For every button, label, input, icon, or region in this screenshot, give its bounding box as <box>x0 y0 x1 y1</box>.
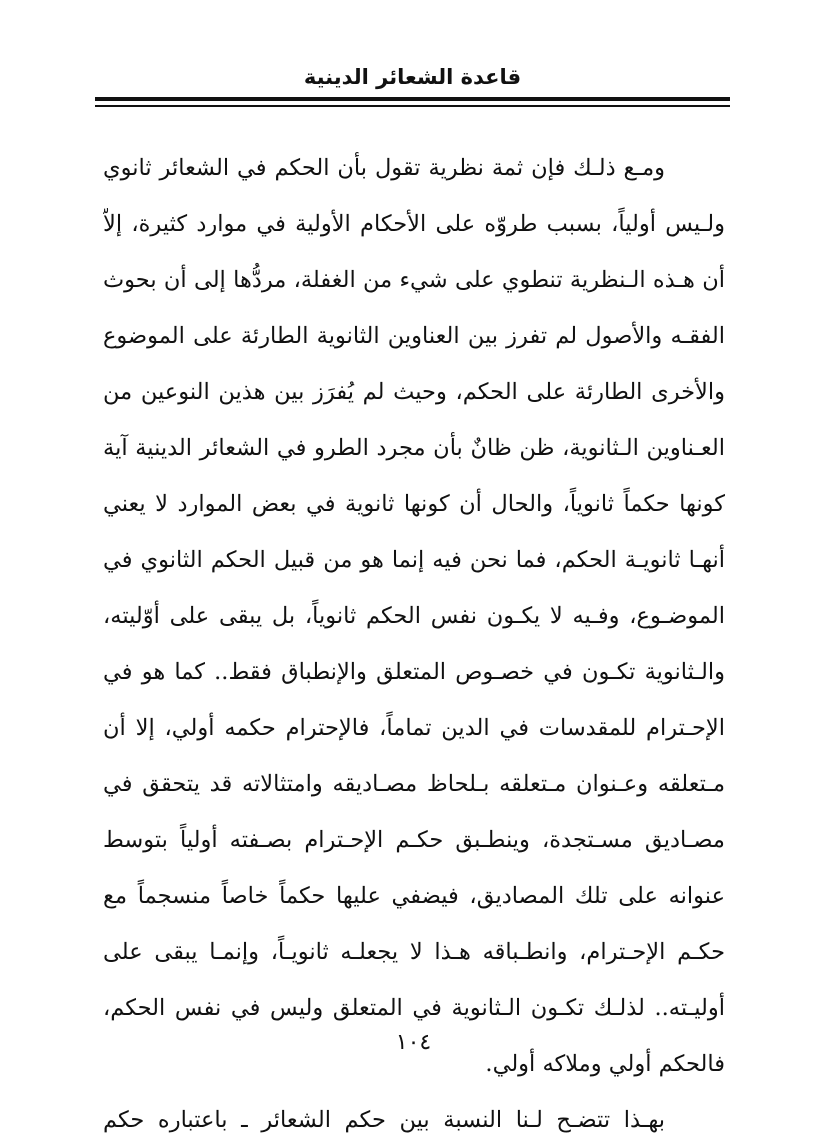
text-line: كونها حكماً ثانوياً، والحال أن كونها ثانوية في بعض الموارد لا يعني <box>103 491 725 517</box>
body-text <box>103 140 725 1148</box>
running-header-title: قاعدة الشعائر الدينية <box>303 65 522 89</box>
text-line: ولـيس أولياً، بسبب طروّه على الأحكام الأولية في موارد كثيرة، إلاّ <box>103 211 725 237</box>
text-line: الموضـوع، وفـيه لا يكـون نفس الحكم ثانوياً، بل يبقى على أوّليته، <box>103 603 725 629</box>
page-number: ١٠٤ <box>395 1030 432 1055</box>
text-line: حكـم الإحـترام، وانطـباقه هـذا لا يجعلـه ثانويـاً، وإنمـا يبقى على <box>103 939 725 965</box>
text-line: عنوانه على تلك المصاديق، فيضفي عليها حكماً خاصاً منسجماً مع <box>103 883 725 909</box>
text-line: الإحـترام للمقدسات في الدين تماماً، فالإحترام حكمه أولي، إلا أن <box>103 715 725 741</box>
text-line: ومـع ذلـك فإن ثمة نظرية تقول بأن الحكم في الشعائر ثانوي <box>103 155 665 181</box>
paragraph-end-line: فالحكم أولي وملاكه أولي. <box>485 1051 725 1077</box>
text-line: بهـذا تتضـح لـنا النسبة بين حكم الشعائر ـ باعتباره حكم <box>103 1107 665 1133</box>
text-line: والأخرى الطارئة على الحكم، وحيث لم يُفرَز بين هذين النوعين من <box>103 379 725 405</box>
text-line: العـناوين الـثانوية، ظن ظانٌ بأن مجرد الطرو في الشعائر الدينية آية <box>103 435 725 461</box>
text-line: أنهـا ثانويـة الحكم، فما نحن فيه إنما هو من قبيل الحكم الثانوي في <box>103 547 725 573</box>
text-line: مـتعلقه وعـنوان مـتعلقه بـلحاظ مصـاديقه وامتثالاته قد يتحقق في <box>103 771 725 797</box>
text-line: والـثانوية تكـون في خصـوص المتعلق والإنطباق فقط.. كما هو في <box>103 659 725 685</box>
text-line: أن هـذه الـنظرية تنطوي على شيء من الغفلة، مردُّها إلى أن بحوث <box>103 267 725 293</box>
text-line: الفقـه والأصول لم تفرز بين العناوين الثانوية الطارئة على الموضوع <box>103 323 725 349</box>
text-line: أوليـته.. لذلـك تكـون الـثانوية في المتعلق وليس في نفس الحكم، <box>103 995 725 1021</box>
header-rule-thick <box>95 97 730 101</box>
header-rule-thin <box>95 105 730 107</box>
text-line: مصـاديق مسـتجدة، وينطـبق حكـم الإحـترام بصـفته أولياً بتوسط <box>103 827 725 853</box>
